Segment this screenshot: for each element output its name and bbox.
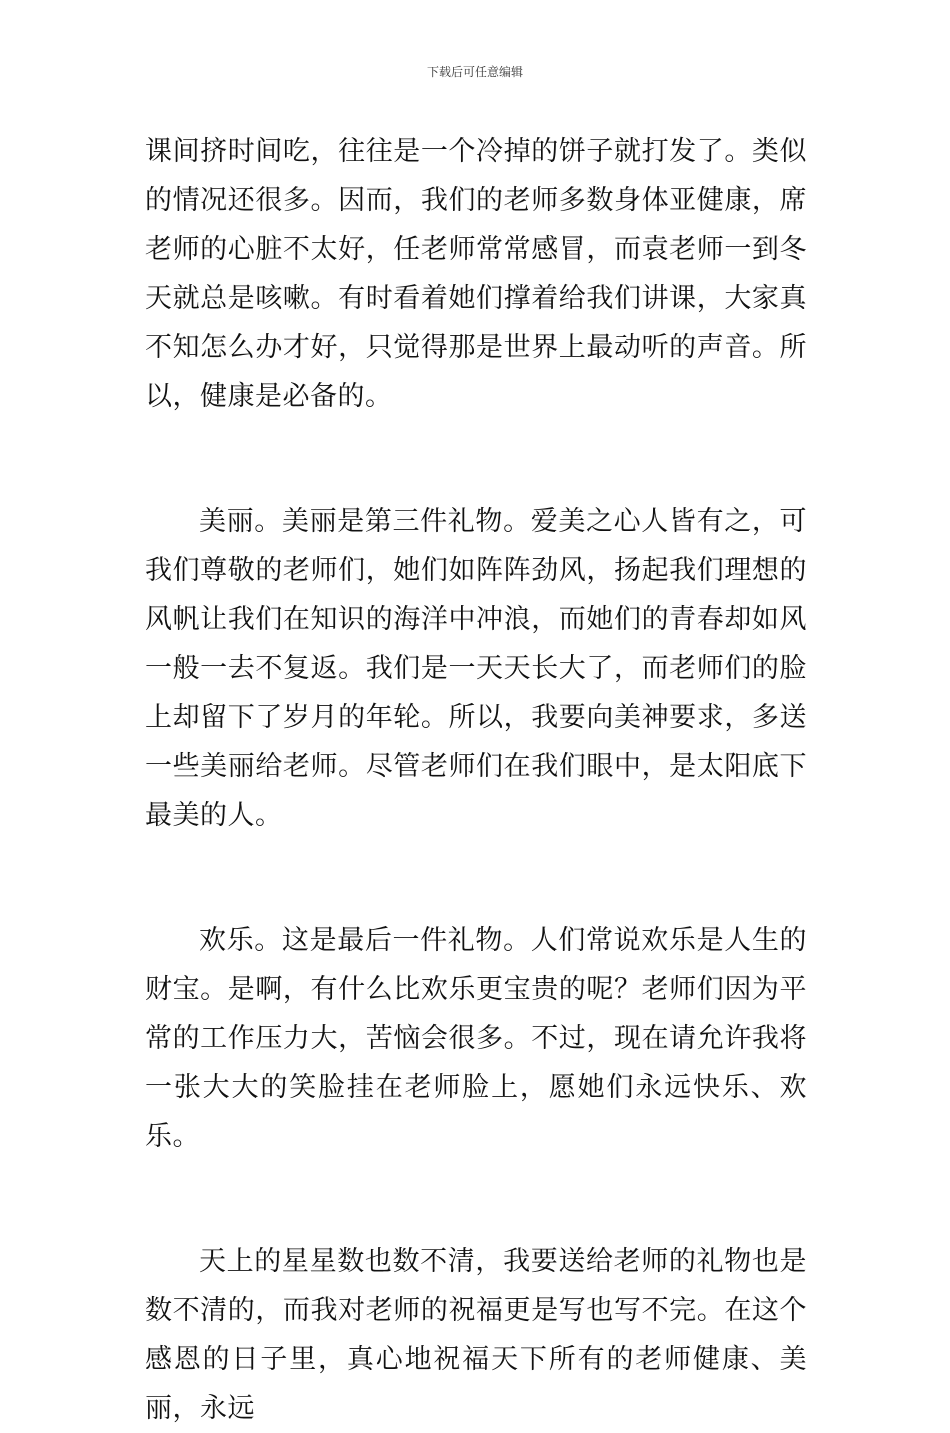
document-body xyxy=(145,127,807,1433)
paragraph-closing: 天上的星星数也数不清，我要送给老师的礼物也是数不清的，而我对老师的祝福更是写也写不完。在这个感恩的日子里，真心地祝福天下所有的老师健康、美丽，永远 xyxy=(145,1246,807,1424)
paragraph-gap xyxy=(145,1161,807,1237)
paragraph-joy: 欢乐。这是最后一件礼物。人们常说欢乐是人生的财宝。是啊，有什么比欢乐更宝贵的呢？老师们因为平常的工作压力大，苦恼会很多。不过，现在请允许我将一张大大的笑脸挂在老师脸上，愿她们永远快乐、欢乐。 xyxy=(145,925,807,1152)
page-header: 下载后可任意编辑 xyxy=(426,65,523,79)
paragraph-gap xyxy=(145,840,807,916)
paragraph-beauty: 美丽。美丽是第三件礼物。爱美之心人皆有之，可我们尊敬的老师们，她们如阵阵劲风，扬起我们理想的风帆让我们在知识的海洋中冲浪，而她们的青春却如风一般一去不复返。我们是一天天长大了，而老师们的脸上却留下了岁月的年轮。所以，我要向美神要求，多送一些美丽给老师。尽管老师们在我们眼中，是太阳底下最美的人。 xyxy=(145,506,807,831)
paragraph-health: 课间挤时间吃，往往是一个冷掉的饼子就打发了。类似的情况还很多。因而，我们的老师多数身体亚健康，席老师的心脏不太好，任老师常常感冒，而袁老师一到冬天就总是咳嗽。有时看着她们撑着给我们讲课，大家真不知怎么办才好，只觉得那是世界上最动听的声音。所以，健康是必备的。 xyxy=(145,136,807,412)
paragraph-gap xyxy=(145,421,807,497)
